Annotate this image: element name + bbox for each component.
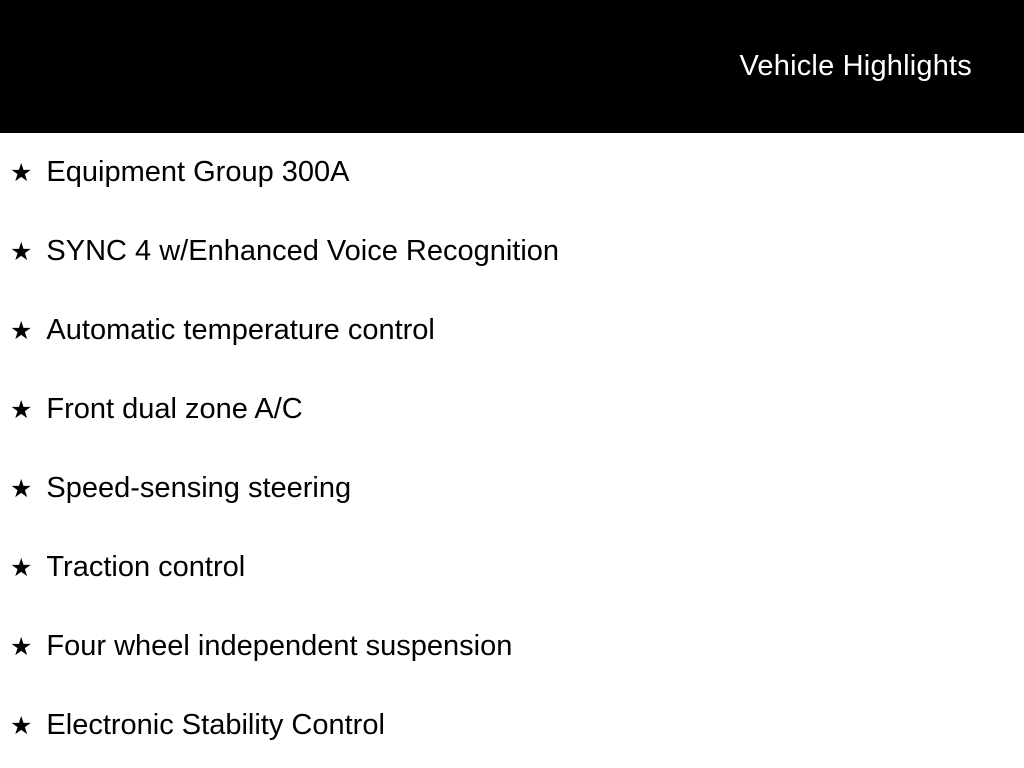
list-item xyxy=(10,313,1004,347)
list-item-label: Equipment Group 300A xyxy=(46,156,350,188)
star-bullet-icon: ★ xyxy=(10,711,33,740)
star-bullet-icon: ★ xyxy=(10,553,33,582)
list-item xyxy=(10,234,1004,268)
list-item-label: Traction control xyxy=(46,551,246,583)
list-item xyxy=(10,550,1004,584)
star-bullet-icon: ★ xyxy=(10,632,33,661)
slide-header xyxy=(0,0,1024,133)
highlights-list xyxy=(0,133,1024,742)
list-item xyxy=(10,629,1004,663)
list-item xyxy=(10,392,1004,426)
star-bullet-icon: ★ xyxy=(10,237,33,266)
page-title: Vehicle Highlights xyxy=(739,50,972,82)
list-item-label: Automatic temperature control xyxy=(46,314,435,346)
star-bullet-icon: ★ xyxy=(10,158,33,187)
list-item-label: Four wheel independent suspension xyxy=(46,630,513,662)
star-bullet-icon: ★ xyxy=(10,474,33,503)
list-item-label: Electronic Stability Control xyxy=(46,709,385,741)
star-bullet-icon: ★ xyxy=(10,316,33,345)
list-item-label: SYNC 4 w/Enhanced Voice Recognition xyxy=(46,235,560,267)
list-item-label: Front dual zone A/C xyxy=(46,393,303,425)
list-item xyxy=(10,708,1004,742)
list-item xyxy=(10,471,1004,505)
list-item-label: Speed-sensing steering xyxy=(46,472,352,504)
list-item xyxy=(10,155,1004,189)
star-bullet-icon: ★ xyxy=(10,395,33,424)
